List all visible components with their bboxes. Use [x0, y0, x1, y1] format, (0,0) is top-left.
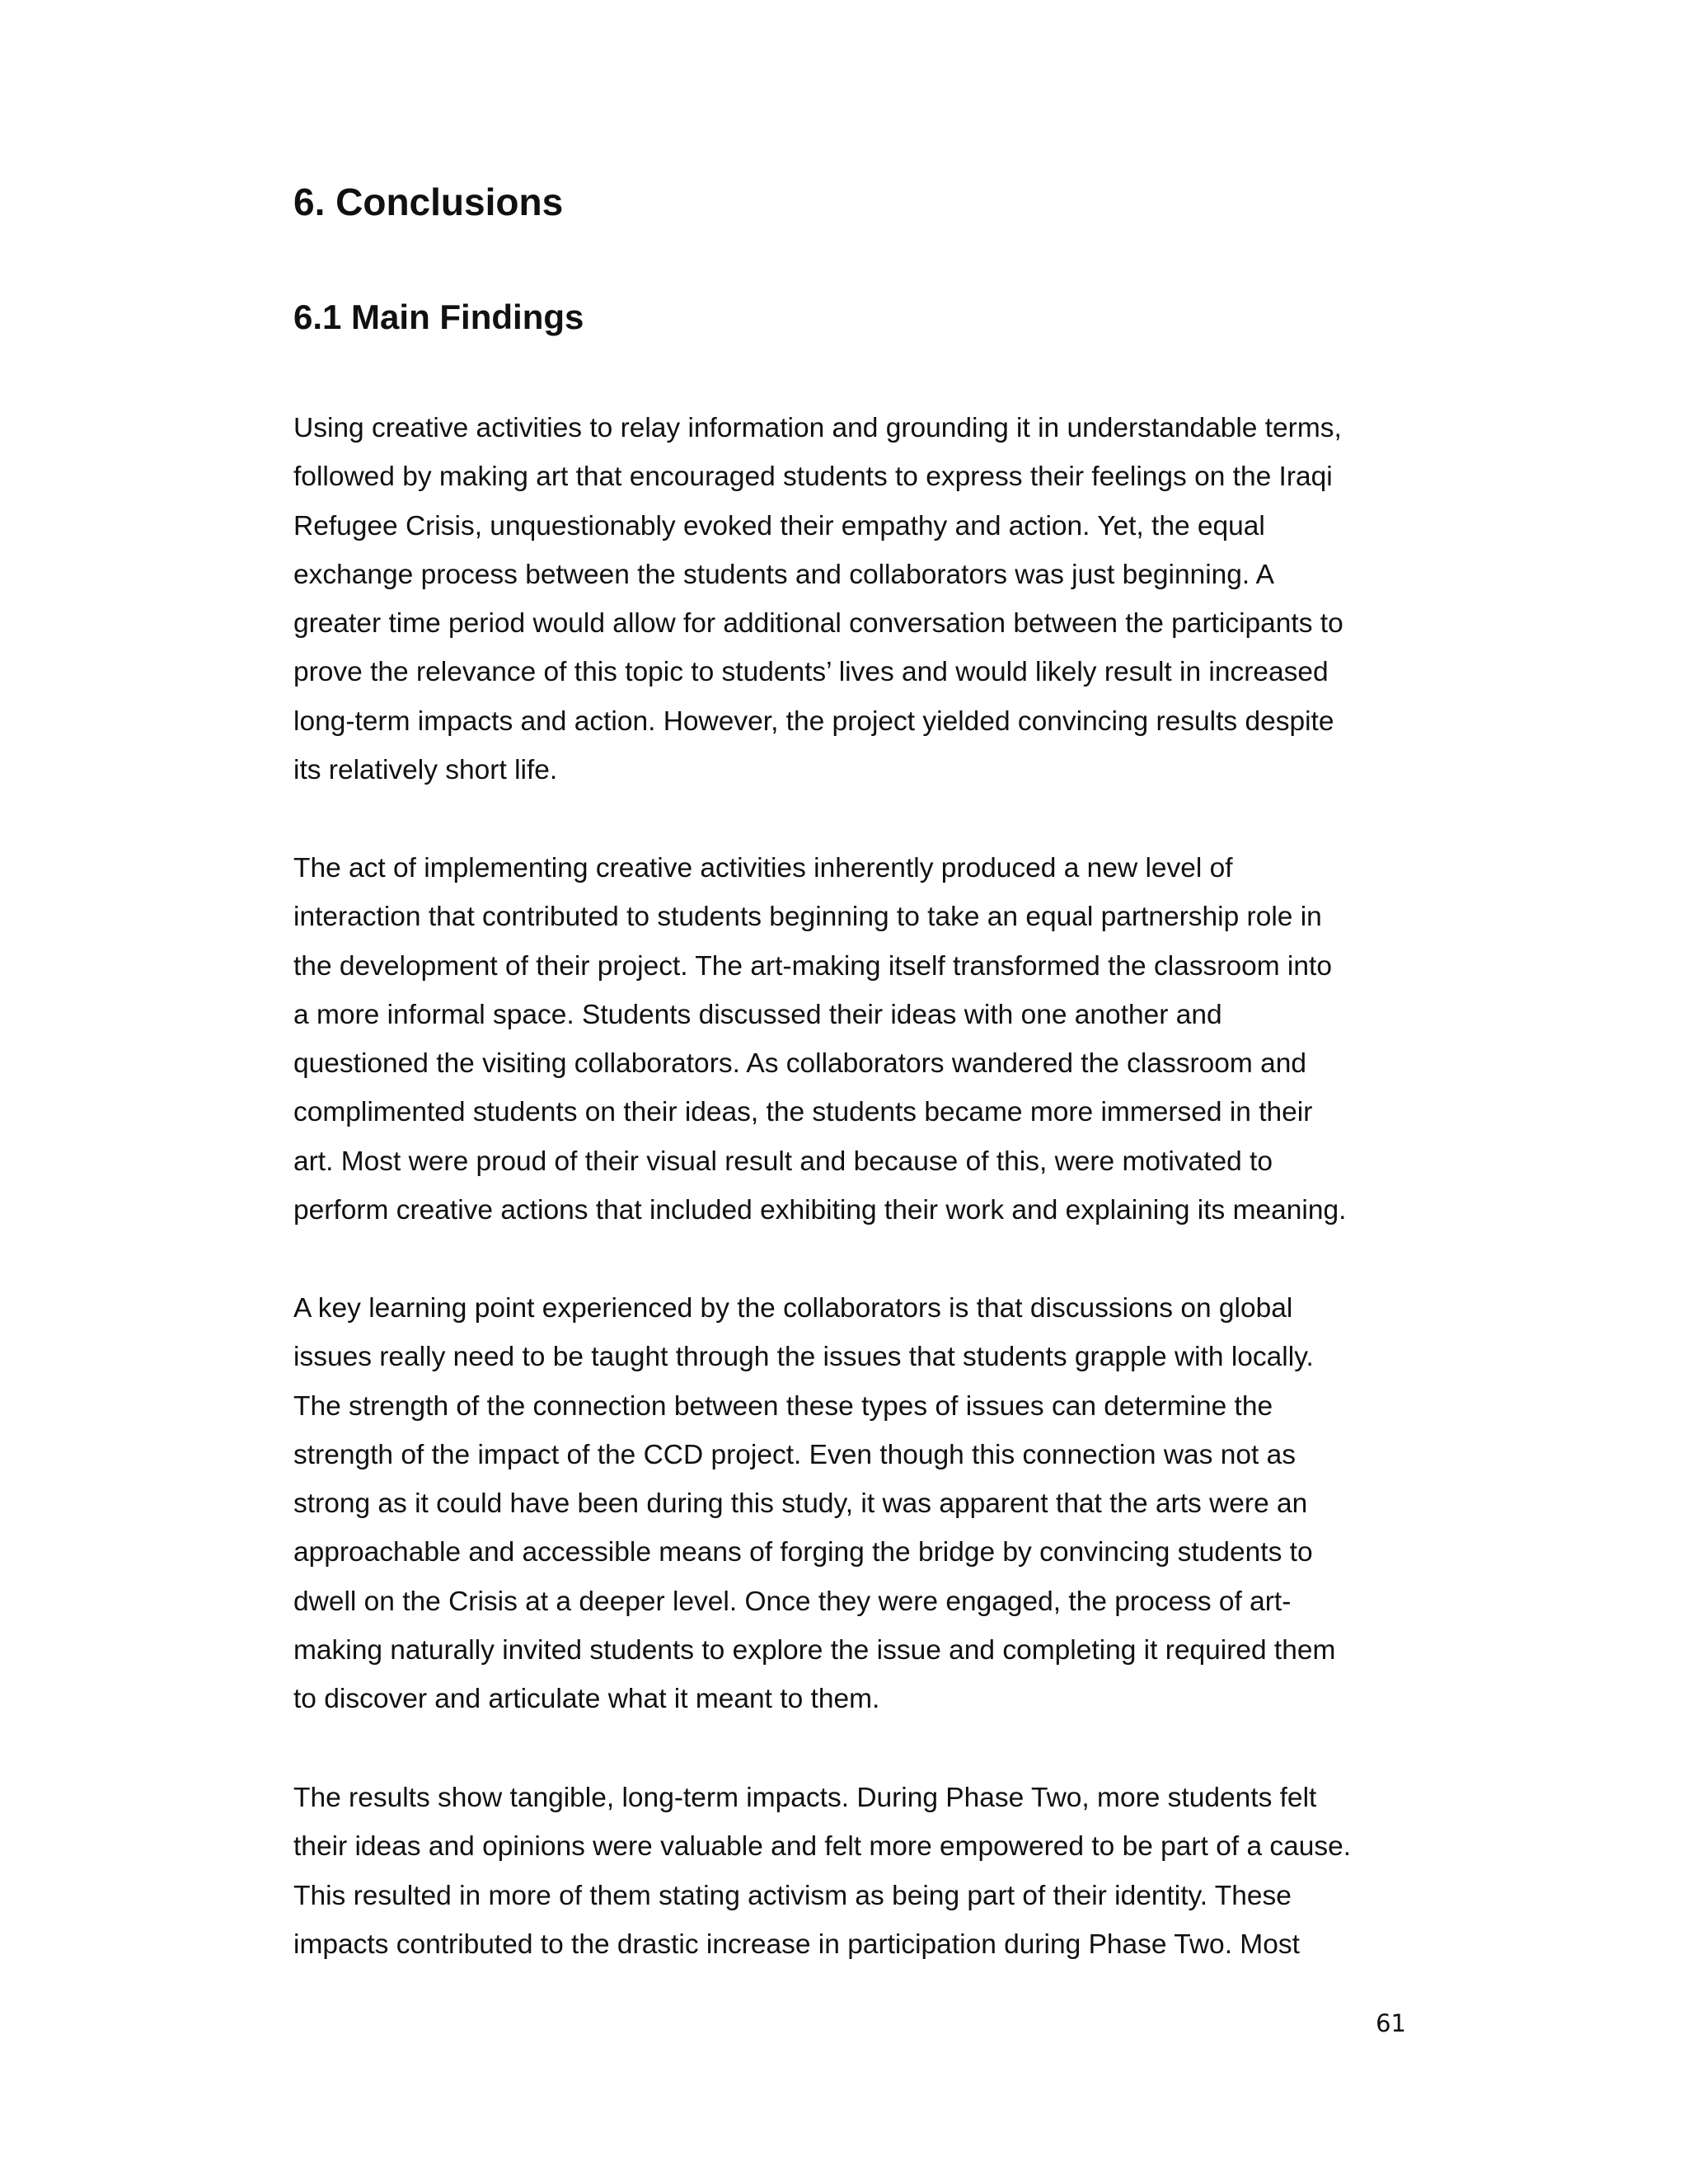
text-line: This resulted in more of them stating activism as being part of their identity. These [293, 1880, 1292, 1911]
text-line: Refugee Crisis, unquestionably evoked their empathy and action. Yet, the equal [293, 510, 1265, 541]
paragraph [293, 844, 1398, 1235]
text-line: strong as it could have been during this study, it was apparent that the arts were an [293, 1488, 1308, 1520]
text-line: greater time period would allow for additional conversation between the participants to [293, 608, 1343, 640]
text-line: dwell on the Crisis at a deeper level. Once they were engaged, the process of art- [293, 1586, 1292, 1617]
paragraph [293, 1284, 1398, 1724]
text-line: perform creative actions that included exhibiting their work and explaining its meaning. [293, 1195, 1347, 1226]
text-line: strength of the impact of the CCD project. Even though this connection was not as [293, 1439, 1296, 1470]
text-line: The results show tangible, long-term impacts. During Phase Two, more students felt [293, 1783, 1317, 1813]
text-line: followed by making art that encouraged students to express their feelings on the Iraqi [293, 462, 1333, 493]
text-line: their ideas and opinions were valuable and felt more empowered to be part of a cause. [293, 1831, 1352, 1863]
text-line: complimented students on their ideas, the students became more immersed in their [293, 1097, 1313, 1128]
text-line: the development of their project. The art-making itself transformed the classroom into [293, 950, 1332, 982]
chapter-heading: 6. Conclusions [293, 180, 564, 223]
text-line: questioned the visiting collaborators. As collaborators wandered the classroom and [293, 1048, 1307, 1080]
text-line: to discover and articulate what it meant to them. [293, 1684, 880, 1715]
text-line: A key learning point experienced by the collaborators is that discussions on global [293, 1293, 1293, 1324]
paragraph [293, 404, 1398, 794]
text-line: exchange process between the students and collaborators was just beginning. A [293, 559, 1275, 590]
text-line: impacts contributed to the drastic increase in participation during Phase Two. Most [293, 1929, 1300, 1960]
text-line: interaction that contributed to students beginning to take an equal partnership role in [293, 902, 1322, 933]
text-line: issues really need to be taught through the issues that students grapple with locally. [293, 1342, 1314, 1373]
text-line: The strength of the connection between these types of issues can determine the [293, 1390, 1273, 1422]
text-line: approachable and accessible means of forging the bridge by convincing students to [293, 1537, 1313, 1568]
text-line: The act of implementing creative activities inherently produced a new level of [293, 853, 1233, 883]
text-line: Using creative activities to relay information and grounding it in understandable terms, [293, 413, 1342, 443]
paragraph [293, 1774, 1398, 1969]
text-line: art. Most were proud of their visual result and because of this, were motivated to [293, 1146, 1273, 1177]
text-line: prove the relevance of this topic to students’ lives and would likely result in increased [293, 657, 1329, 688]
text-line: a more informal space. Students discussed their ideas with one another and [293, 999, 1222, 1030]
page-number: 61 [1376, 2009, 1406, 2037]
text-line: long-term impacts and action. However, the project yielded convincing results despite [293, 705, 1334, 737]
text-line: its relatively short life. [293, 755, 558, 786]
text-line: making naturally invited students to explore the issue and completing it required them [293, 1635, 1336, 1666]
section-heading: 6.1 Main Findings [293, 298, 584, 336]
